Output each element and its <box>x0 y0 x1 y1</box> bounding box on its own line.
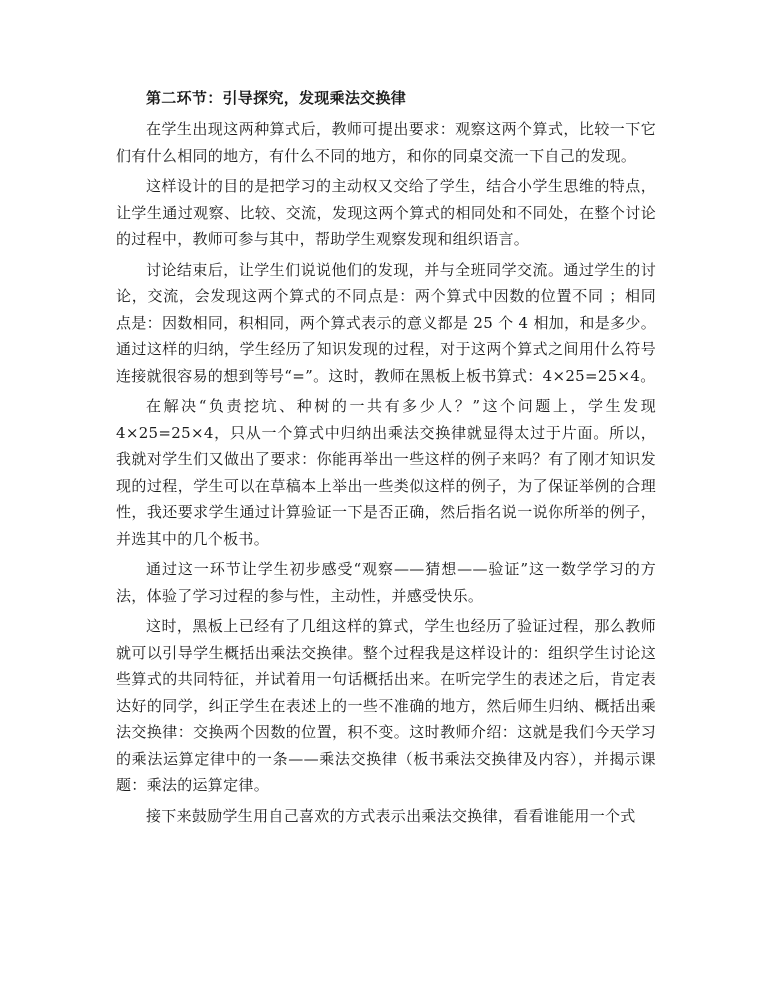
paragraph-observe-compare: 在学生出现这两种算式后，教师可提出要求：观察这两个算式，比较一下它们有什么相同的地方，有什么不同的地方，和你的同桌交流一下自己的发现。 <box>116 120 656 165</box>
paragraph-express-law: 接下来鼓励学生用自己喜欢的方式表示出乘法交换律，看看谁能用一个式 <box>146 806 636 825</box>
paragraph-more-examples: 在解决“负责挖坑、种树的一共有多少人？”这个问题上，学生发现 4×25=25×4，只从一个算式中归纳出乘法交换律就显得太过于片面。所以，我就对学生们又做出了要求：你能再举出一些这样的例子来吗？有了刚才知识发现的过程，学生可以在草稿本上举出一些类似这样的例子，为了保证举例的合理性，我还要求学生通过计算验证一下是否正确，然后指名说一说你所举的例子，并选其中的几个板书。 <box>116 397 656 548</box>
paragraph-generalize-law: 这时，黑板上已经有了几组这样的算式，学生也经历了验证过程，那么教师就可以引导学生概括出乘法交换律。整个过程我是这样设计的：组织学生讨论这些算式的共同特征，并试着用一句话概括出来。在听完学生的表述之后，肯定表达好的同学，纠正学生在表述上的一些不准确的地方，然后师生归纳、概括出乘法交换律：交换两个因数的位置，积不变。这时教师介绍：这就是我们今天学习的乘法运算定律中的一条——乘法交换律（板书乘法交换律及内容），并揭示课题：乘法的运算定律。 <box>116 617 656 794</box>
section-heading: 第二环节：引导探究，发现乘法交换律 <box>146 89 407 107</box>
document-page <box>116 84 656 829</box>
paragraph-learning-method: 通过这一环节让学生初步感受“观察——猜想——验证”这一数学学习的方法，体验了学习过程的参与性，主动性，并感受快乐。 <box>116 560 656 605</box>
paragraph-design-purpose: 这样设计的目的是把学习的主动权又交给了学生，结合小学生思维的特点，让学生通过观察、比较、交流，发现这两个算式的相同处和不同处，在整个讨论的过程中，教师可参与其中，帮助学生观察发现和组织语言。 <box>116 177 656 248</box>
paragraph-discussion-summary: 讨论结束后，让学生们说说他们的发现，并与全班同学交流。通过学生的讨论，交流，会发现这两个算式的不同点是：两个算式中因数的位置不同 ；相同点是：因数相同，积相同，两个算式表示的意义都是 25 个 4 相加，和是多少。通过这样的归纳，学生经历了知识发现的过程，对于这两个算式之间用什么符号连接就很容易的想到等号“=”。这时，教师在黑板上板书算式：4×25=25×4。 <box>116 260 656 385</box>
